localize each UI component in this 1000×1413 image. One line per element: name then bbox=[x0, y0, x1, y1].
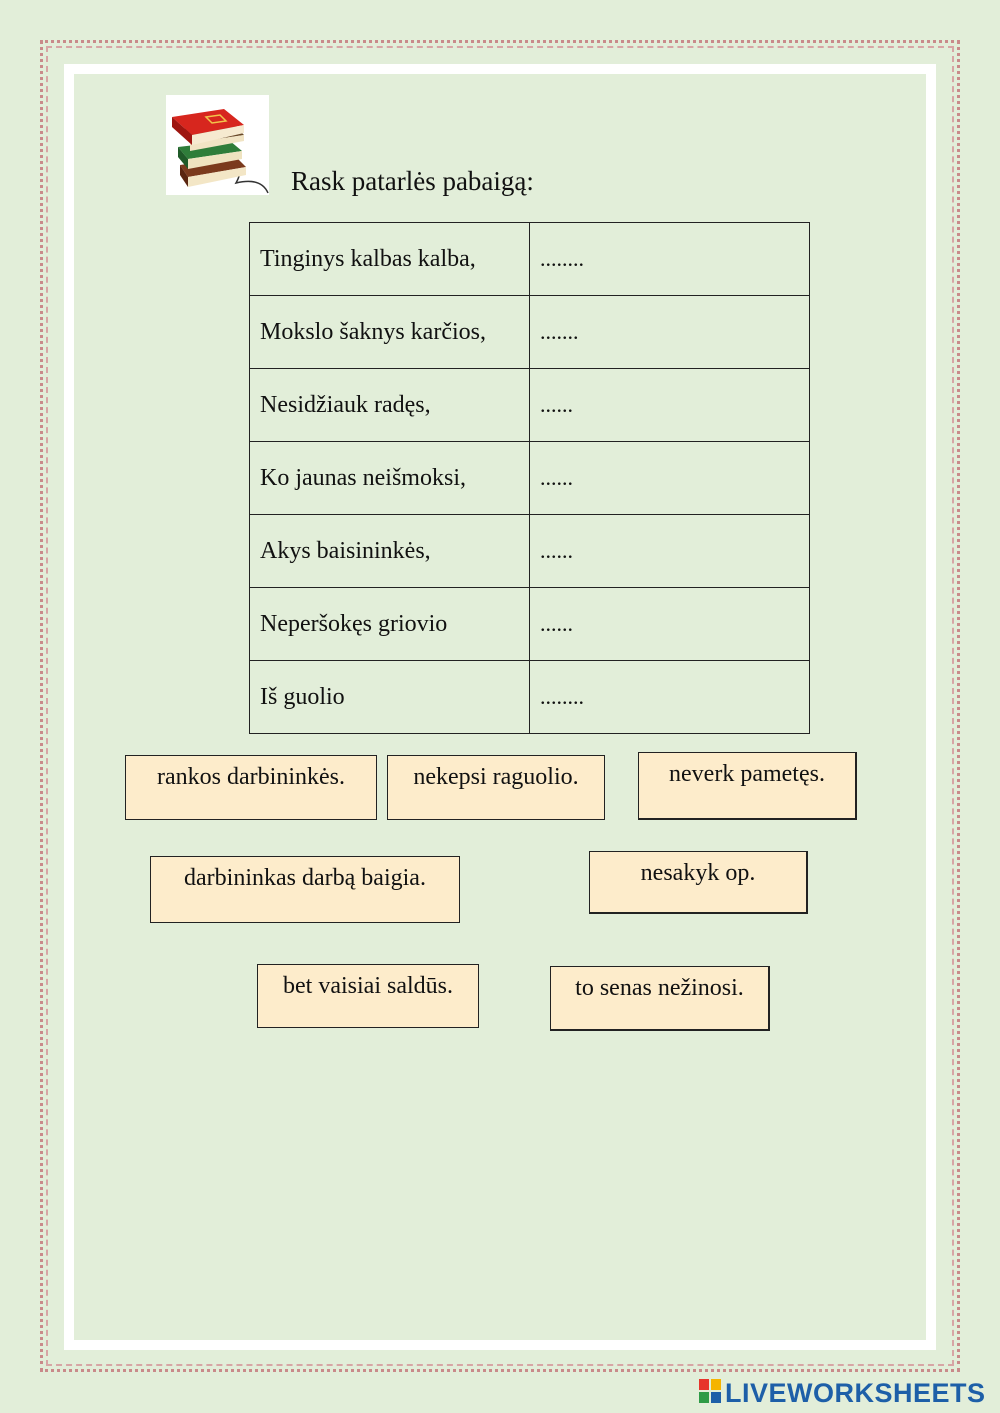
draggable-answer-card[interactable]: nekepsi raguolio. bbox=[387, 755, 605, 820]
proverb-blank-drop-zone[interactable]: ...... bbox=[530, 369, 810, 442]
proverb-start: Nesidžiauk radęs, bbox=[250, 369, 530, 442]
brand-name: LIVEWORKSHEETS bbox=[725, 1377, 986, 1408]
table-row bbox=[250, 296, 810, 369]
proverb-blank-drop-zone[interactable]: ........ bbox=[530, 223, 810, 296]
books-stack-icon bbox=[166, 95, 269, 195]
page-title: Rask patarlės pabaigą: bbox=[291, 166, 534, 196]
proverb-start: Iš guolio bbox=[250, 661, 530, 734]
proverb-blank-drop-zone[interactable]: ........ bbox=[530, 661, 810, 734]
draggable-answer-card[interactable]: rankos darbininkės. bbox=[125, 755, 377, 820]
table-row bbox=[250, 223, 810, 296]
draggable-answer-card[interactable]: to senas nežinosi. bbox=[550, 966, 770, 1031]
draggable-answer-card[interactable]: bet vaisiai saldūs. bbox=[257, 964, 479, 1028]
table-row bbox=[250, 369, 810, 442]
table-row bbox=[250, 661, 810, 734]
proverb-blank-drop-zone[interactable]: ...... bbox=[530, 515, 810, 588]
table-row bbox=[250, 442, 810, 515]
table-row bbox=[250, 515, 810, 588]
liveworksheets-logo-icon bbox=[698, 1378, 722, 1409]
table-row bbox=[250, 588, 810, 661]
proverb-table bbox=[249, 222, 810, 734]
proverb-start: Tinginys kalbas kalba, bbox=[250, 223, 530, 296]
draggable-answer-card[interactable]: darbininkas darbą baigia. bbox=[150, 856, 460, 923]
proverb-start: Mokslo šaknys karčios, bbox=[250, 296, 530, 369]
proverb-blank-drop-zone[interactable]: ...... bbox=[530, 588, 810, 661]
proverb-start: Neperšokęs griovio bbox=[250, 588, 530, 661]
draggable-answer-card[interactable]: neverk pametęs. bbox=[638, 752, 857, 820]
proverb-blank-drop-zone[interactable]: ...... bbox=[530, 442, 810, 515]
proverb-start: Ko jaunas neišmoksi, bbox=[250, 442, 530, 515]
proverb-blank-drop-zone[interactable]: ....... bbox=[530, 296, 810, 369]
draggable-answer-card[interactable]: nesakyk op. bbox=[589, 851, 808, 914]
proverb-start: Akys baisininkės, bbox=[250, 515, 530, 588]
liveworksheets-logo bbox=[698, 1378, 986, 1408]
